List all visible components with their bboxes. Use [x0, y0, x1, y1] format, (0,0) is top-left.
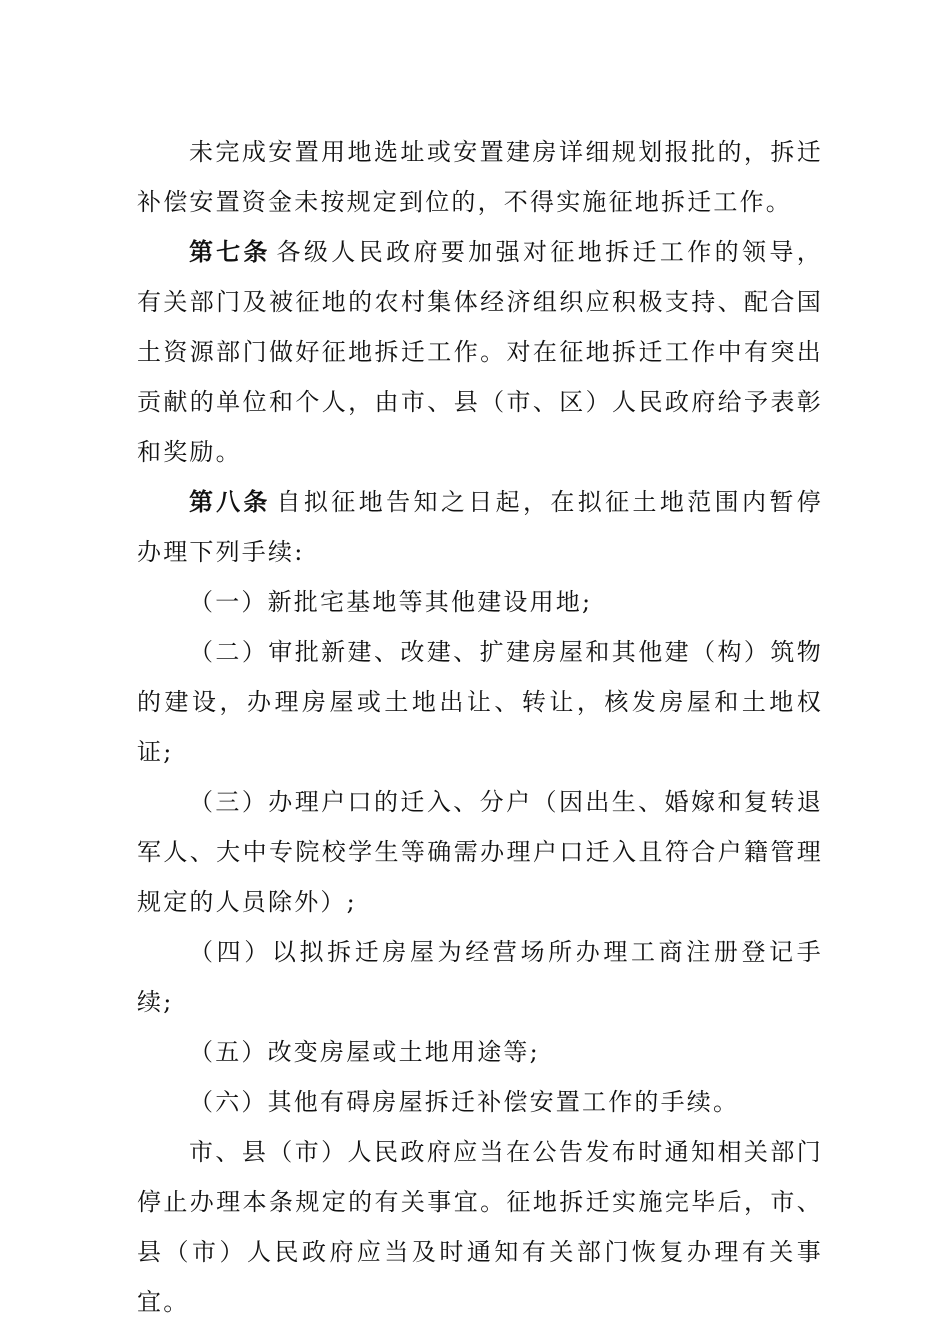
paragraph-text: 自拟征地告知之日起，在拟征土地范围内暂停办理下列手续: — [137, 488, 823, 566]
paragraph — [137, 227, 823, 477]
paragraph — [137, 127, 823, 227]
paragraph-text: （四）以拟拆迁房屋为经营场所办理工商注册登记手续; — [137, 938, 823, 1016]
list-item — [137, 927, 823, 1027]
document-body — [137, 127, 823, 1327]
paragraph — [137, 477, 823, 577]
list-item — [137, 627, 823, 777]
article-heading: 第七条 — [189, 237, 271, 266]
article-heading: 第八条 — [189, 487, 271, 516]
paragraph-text: 未完成安置用地选址或安置建房详细规划报批的，拆迁补偿安置资金未按规定到位的，不得实施征地拆迁工作。 — [137, 138, 823, 216]
list-item — [137, 1027, 823, 1077]
paragraph-text: 各级人民政府要加强对征地拆迁工作的领导，有关部门及被征地的农村集体经济组织应积极支持、配合国土资源部门做好征地拆迁工作。对在征地拆迁工作中有突出贡献的单位和个人，由市、县（市、区）人民政府给予表彰和奖励。 — [137, 238, 823, 466]
paragraph-text: （六）其他有碍房屋拆迁补偿安置工作的手续。 — [189, 1088, 740, 1116]
list-item — [137, 777, 823, 927]
paragraph-text: （五）改变房屋或土地用途等; — [189, 1038, 540, 1066]
paragraph-text: （二）审批新建、改建、扩建房屋和其他建（构）筑物的建设，办理房屋或土地出让、转让，核发房屋和土地权证; — [137, 638, 823, 766]
paragraph-text: 市、县（市）人民政府应当在公告发布时通知相关部门停止办理本条规定的有关事宜。征地拆迁实施完毕后，市、县（市）人民政府应当及时通知有关部门恢复办理有关事宜。 — [137, 1138, 823, 1316]
paragraph-text: （一）新批宅基地等其他建设用地; — [189, 588, 593, 616]
list-item — [137, 577, 823, 627]
paragraph — [137, 1127, 823, 1327]
paragraph-text: （三）办理户口的迁入、分户（因出生、婚嫁和复转退军人、大中专院校学生等确需办理户口迁入且符合户籍管理规定的人员除外）; — [137, 788, 823, 916]
list-item — [137, 1077, 823, 1127]
